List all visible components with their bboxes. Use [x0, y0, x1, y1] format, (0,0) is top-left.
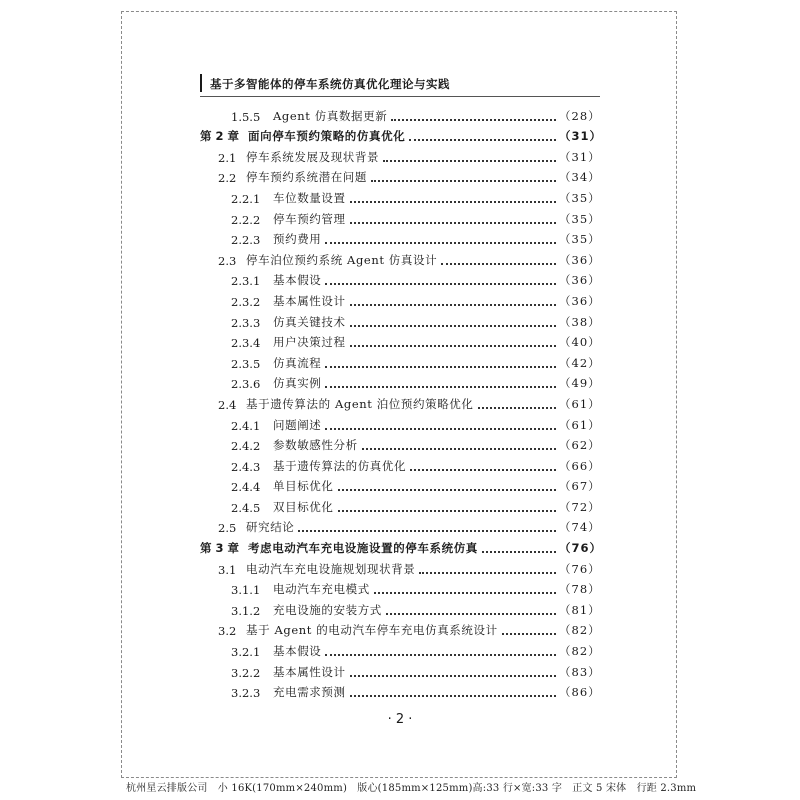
- toc-entry-row: [200, 556, 599, 577]
- toc-dot-leader: [478, 407, 556, 409]
- toc-entry-title: 仿真流程: [273, 355, 322, 370]
- toc-entry-row: [200, 453, 599, 474]
- toc-entry-row: [200, 309, 599, 330]
- toc-dot-leader: [350, 201, 556, 203]
- toc-entry-page: （31）: [559, 129, 603, 144]
- toc-entry-title: 仿真关键技术: [273, 314, 346, 329]
- toc-entry-number: 2.3.6: [231, 377, 261, 392]
- toc-entry-row: [200, 680, 599, 701]
- toc-entry-title: 停车预约系统潜在问题: [246, 170, 367, 185]
- toc-entry-number: 1.5.5: [231, 109, 261, 124]
- toc-entry-title: 基本属性设计: [273, 293, 346, 308]
- toc-entry-page: （49）: [559, 376, 601, 391]
- toc-entry-title: 参数敏感性分析: [273, 438, 358, 453]
- toc-dot-leader: [362, 448, 556, 450]
- toc-entry-title: 基于遗传算法的仿真优化: [273, 458, 407, 473]
- toc-entry-title: 电动汽车充电设施规划现状背景: [246, 561, 416, 576]
- toc-dot-leader: [419, 572, 556, 574]
- toc-entry-title: 充电需求预测: [273, 685, 346, 700]
- toc-dot-leader: [371, 180, 556, 182]
- toc-entry-row: [200, 371, 599, 392]
- toc-entry-title: 单目标优化: [273, 479, 334, 494]
- toc-dot-leader: [386, 613, 556, 615]
- toc-dot-leader: [325, 428, 556, 430]
- toc-entry-row: [200, 638, 599, 659]
- header-bar: [200, 74, 202, 92]
- toc-entry-title: 充电设施的安装方式: [273, 602, 382, 617]
- toc-entry-title: 停车预约管理: [273, 211, 346, 226]
- toc-entry-row: [200, 494, 599, 515]
- toc-dot-leader: [410, 469, 556, 471]
- toc-entry-number: 2.4: [218, 397, 237, 412]
- toc-entry-title: 电动汽车充电模式: [273, 582, 370, 597]
- toc-entry-page: （82）: [559, 644, 601, 659]
- toc-entry-page: （66）: [559, 458, 601, 473]
- toc-entry-title: 停车系统发展及现状背景: [246, 149, 380, 164]
- toc-entry-page: （36）: [559, 273, 601, 288]
- toc-entry-number: 2.2: [218, 171, 237, 186]
- toc-entry-page: （34）: [559, 170, 601, 185]
- toc-entry-row: [200, 412, 599, 433]
- toc-entry-page: （67）: [559, 479, 601, 494]
- toc-entry-page: （28）: [559, 108, 601, 123]
- toc-entry-page: （62）: [559, 438, 601, 453]
- toc-entry-page: （86）: [559, 685, 601, 700]
- toc-entry-title: 问题阐述: [273, 417, 322, 432]
- toc-dot-leader: [350, 675, 556, 677]
- toc-entry-row: [200, 268, 599, 289]
- toc-dot-leader: [350, 325, 556, 327]
- toc-dot-leader: [350, 345, 556, 347]
- toc-entry-row: [200, 330, 599, 351]
- toc-entry-page: （35）: [559, 190, 601, 205]
- toc-entry-page: （83）: [559, 664, 601, 679]
- toc-entry-page: （76）: [559, 561, 601, 576]
- page-number: · 2 ·: [387, 712, 413, 727]
- toc-entry-title: 基本属性设计: [273, 664, 346, 679]
- toc-entry-number: 第 2 章: [200, 129, 240, 144]
- toc-entry-number: 3.2.1: [231, 645, 261, 660]
- toc-entry-row: [200, 391, 599, 412]
- toc-entry-number: 2.2.3: [231, 233, 261, 248]
- toc-entry-page: （74）: [559, 520, 601, 535]
- toc-entry-row: [200, 206, 599, 227]
- toc-dot-leader: [325, 366, 556, 368]
- toc-dot-leader: [298, 530, 556, 532]
- toc-entry-number: 2.4.1: [231, 418, 261, 433]
- toc-entry-title: 研究结论: [246, 520, 295, 535]
- toc-dot-leader: [502, 633, 556, 635]
- toc-entry-page: （72）: [559, 499, 601, 514]
- toc-entry-number: 2.2.1: [231, 191, 261, 206]
- toc-dot-leader: [325, 283, 556, 285]
- toc-entry-title: 仿真实例: [273, 376, 322, 391]
- toc-entry-title: 面向停车预约策略的仿真优化: [248, 129, 406, 144]
- toc-entry-number: 3.2: [218, 624, 237, 639]
- toc-dot-leader: [391, 119, 556, 121]
- toc-entry-page: （40）: [559, 335, 601, 350]
- toc-entry-number: 3.1.2: [231, 603, 261, 618]
- toc-entry-number: 2.1: [218, 150, 237, 165]
- toc-dot-leader: [409, 139, 556, 141]
- toc-entry-number: 第 3 章: [200, 541, 240, 556]
- toc-entry-row: [200, 185, 599, 206]
- running-header: 基于多智能体的停车系统仿真优化理论与实践: [210, 77, 450, 91]
- print-spec-footer: 杭州星云排版公司 小 16K(170mm×240mm) 版心(185mm×125mm)高:33 行×宽:33 字 正文 5 宋体 行距 2.3mm: [126, 783, 697, 794]
- toc-entry-row: [200, 165, 599, 186]
- toc-entry-page: （76）: [559, 541, 603, 556]
- toc-entry-title: 停车泊位预约系统 Agent 仿真设计: [246, 252, 438, 267]
- toc-entry-page: （31）: [559, 149, 601, 164]
- toc-entry-title: 双目标优化: [273, 499, 334, 514]
- toc-entry-title: 基于 Agent 的电动汽车停车充电仿真系统设计: [246, 623, 498, 638]
- toc-entry-page: （81）: [559, 602, 601, 617]
- toc-entry-row: [200, 597, 599, 618]
- toc-dot-leader: [338, 510, 557, 512]
- toc-entry-title: 基本假设: [273, 273, 322, 288]
- toc-entry-row: [200, 288, 599, 309]
- toc-entry-row: [200, 433, 599, 454]
- toc-entry-number: 3.1.1: [231, 583, 261, 598]
- toc-dot-leader: [374, 592, 556, 594]
- toc-entry-number: 2.5: [218, 521, 237, 536]
- toc-entry-row: [200, 144, 599, 165]
- toc-entry-page: （42）: [559, 355, 601, 370]
- toc-entry-row: [200, 350, 599, 371]
- toc-entry-title: 基于遗传算法的 Agent 泊位预约策略优化: [246, 396, 474, 411]
- toc-entry-row: [200, 474, 599, 495]
- toc-entry-number: 2.4.3: [231, 459, 261, 474]
- toc-dot-leader: [338, 489, 557, 491]
- toc-entry-number: 2.2.2: [231, 212, 261, 227]
- toc-entry-number: 2.3.2: [231, 294, 261, 309]
- toc-entry-number: 3.1: [218, 562, 237, 577]
- toc-dot-leader: [383, 160, 556, 162]
- toc-dot-leader: [325, 654, 556, 656]
- toc-entry-number: 2.3: [218, 253, 237, 268]
- toc-entry-title: 基本假设: [273, 644, 322, 659]
- toc-chapter-row: [200, 124, 603, 145]
- toc-entry-number: 2.3.4: [231, 336, 261, 351]
- toc-entry-number: 2.3.5: [231, 356, 261, 371]
- toc-entry-title: 预约费用: [273, 232, 322, 247]
- toc-entry-page: （36）: [559, 293, 601, 308]
- toc-entry-title: Agent 仿真数据更新: [273, 108, 388, 123]
- toc-entry-row: [200, 618, 599, 639]
- toc-entry-page: （35）: [559, 211, 601, 226]
- toc-entry-row: [200, 577, 599, 598]
- toc-dot-leader: [325, 242, 556, 244]
- toc-entry-number: 3.2.2: [231, 665, 261, 680]
- toc-entry-row: [200, 247, 599, 268]
- toc-entry-page: （35）: [559, 232, 601, 247]
- toc-dot-leader: [482, 551, 556, 553]
- table-of-contents: [200, 103, 603, 701]
- toc-chapter-row: [200, 535, 603, 556]
- toc-entry-page: （61）: [559, 396, 601, 411]
- toc-entry-page: （78）: [559, 582, 601, 597]
- toc-entry-row: [200, 659, 599, 680]
- toc-entry-number: 2.4.2: [231, 439, 261, 454]
- toc-entry-number: 2.3.3: [231, 315, 261, 330]
- toc-entry-title: 考虑电动汽车充电设施设置的停车系统仿真: [248, 541, 478, 556]
- toc-dot-leader: [350, 695, 556, 697]
- toc-entry-title: 车位数量设置: [273, 190, 346, 205]
- toc-dot-leader: [441, 263, 556, 265]
- toc-entry-row: [200, 103, 599, 124]
- toc-entry-page: （82）: [559, 623, 601, 638]
- toc-entry-page: （38）: [559, 314, 601, 329]
- toc-entry-row: [200, 515, 599, 536]
- toc-entry-page: （36）: [559, 252, 601, 267]
- toc-dot-leader: [325, 386, 556, 388]
- header-rule: [200, 96, 600, 97]
- toc-dot-leader: [350, 304, 556, 306]
- toc-entry-title: 用户决策过程: [273, 335, 346, 350]
- toc-entry-number: 2.4.4: [231, 480, 261, 495]
- toc-entry-row: [200, 227, 599, 248]
- toc-entry-number: 2.4.5: [231, 500, 261, 515]
- toc-entry-page: （61）: [559, 417, 601, 432]
- toc-entry-number: 3.2.3: [231, 686, 261, 701]
- toc-dot-leader: [350, 222, 556, 224]
- toc-entry-number: 2.3.1: [231, 274, 261, 289]
